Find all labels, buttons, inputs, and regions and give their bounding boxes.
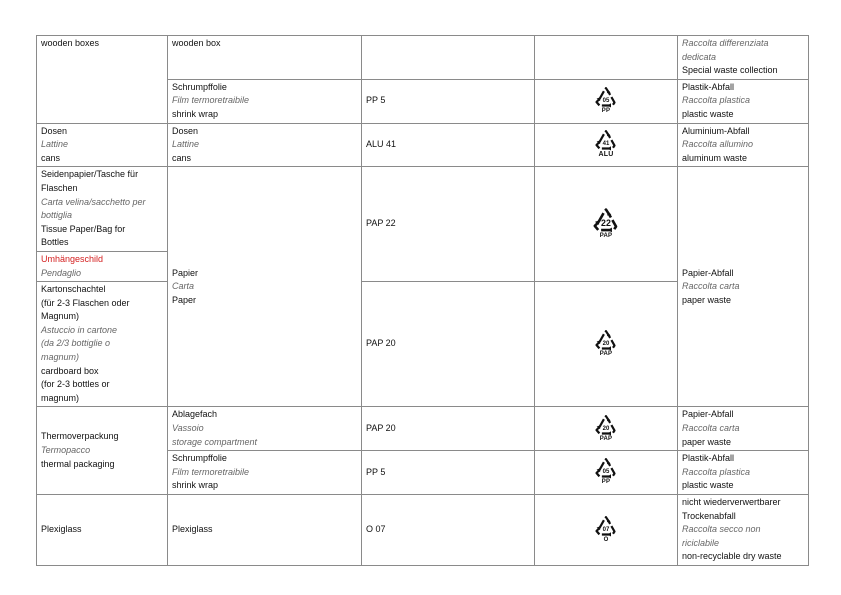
- text-line: Plastik-Abfall: [682, 453, 735, 464]
- recycle-triangle-icon: [593, 86, 619, 115]
- cell-symbol: [535, 79, 678, 123]
- text-line: Aluminium-Abfall: [682, 125, 750, 136]
- text-line: dedicata: [682, 51, 717, 62]
- cell-item-wooden-boxes: [37, 36, 168, 124]
- text-line: magnum): [41, 352, 80, 363]
- text-line: Carta velina/sacchetto per: [41, 196, 146, 207]
- text-line: Flaschen: [41, 182, 78, 193]
- cell-item-cans: [37, 123, 168, 167]
- symbol-number: 07: [602, 526, 610, 533]
- text-line: Tissue Paper/Bag for: [41, 223, 126, 234]
- cell-symbol: [535, 282, 678, 407]
- symbol-label: ALU: [598, 151, 614, 159]
- text-line: Carta: [172, 281, 195, 292]
- recycle-triangle-icon: [593, 414, 619, 443]
- cell-code: [362, 167, 535, 282]
- text-line: shrink wrap: [172, 480, 219, 491]
- symbol-number: 20: [602, 425, 610, 432]
- symbol-label: PP: [601, 479, 611, 486]
- text-line: Paper: [172, 294, 197, 305]
- text-line: Ablagefach: [172, 409, 218, 420]
- cell-disposal-paper: [678, 167, 809, 407]
- symbol-label: PAP: [599, 435, 613, 442]
- symbol-label: PAP: [599, 232, 613, 239]
- cell-symbol: [535, 495, 678, 566]
- text-line: Bottles: [41, 237, 69, 248]
- code-text: O 07: [366, 524, 386, 535]
- symbol-number: 22: [601, 217, 611, 228]
- text-line: Raccolta differenziata: [682, 38, 769, 48]
- symbol-label: O: [603, 536, 609, 543]
- text-line: aluminum waste: [682, 152, 748, 163]
- table-row: [37, 495, 809, 566]
- text-line: Schrumpffolie: [172, 81, 227, 92]
- text-line: Lattine: [41, 139, 69, 150]
- cell-material-shrink-wrap: [168, 79, 362, 123]
- cell-disposal: [678, 407, 809, 451]
- cell-symbol: [535, 167, 678, 282]
- recycle-triangle-icon: [593, 515, 619, 544]
- table-row: [37, 123, 809, 167]
- symbol-number: 20: [602, 340, 610, 347]
- text-line: Schrumpffolie: [172, 453, 227, 464]
- table-row: [37, 407, 809, 451]
- text-line: plastic waste: [682, 108, 734, 119]
- text-line: plastic waste: [682, 480, 734, 491]
- text-line: Umhängeschild: [41, 253, 104, 264]
- recycle-triangle-icon: [593, 329, 619, 358]
- recycling-table: [36, 35, 809, 566]
- text-line: storage compartment: [172, 436, 258, 447]
- text-line: paper waste: [682, 294, 732, 305]
- recycle-triangle-icon: [590, 207, 622, 240]
- cell-disposal-special: [678, 36, 809, 80]
- text-line: cardboard box: [41, 365, 99, 376]
- cell-symbol: [535, 451, 678, 495]
- table-row: [37, 36, 809, 80]
- cell-disposal-dry: [678, 495, 809, 566]
- cell-material-compartment: [168, 407, 362, 451]
- recycle-arrows-graphic: [593, 86, 619, 108]
- text-line: Magnum): [41, 311, 80, 322]
- recycle-arrows-graphic: [593, 414, 619, 436]
- text-line: bottiglia: [41, 210, 73, 221]
- cell-symbol: [535, 123, 678, 167]
- code-text: PAP 22: [366, 218, 396, 229]
- cell-code: [362, 407, 535, 451]
- text-line: Kartonschachtel: [41, 284, 106, 295]
- code-text: ALU 41: [366, 139, 397, 150]
- code-text: PP 5: [366, 95, 386, 106]
- text-line: Trockenabfall: [682, 510, 736, 521]
- text-line: paper waste: [682, 436, 732, 447]
- cell-code: [362, 451, 535, 495]
- text-line: Papier-Abfall: [682, 267, 734, 278]
- cell-disposal: [678, 451, 809, 495]
- cell-item-plexiglass: [37, 495, 168, 566]
- code-text: PAP 20: [366, 338, 396, 349]
- text-line: Lattine: [172, 139, 200, 150]
- cell-disposal: [678, 79, 809, 123]
- recycle-arrows-graphic: [593, 129, 619, 151]
- cell-material-shrink-wrap: [168, 451, 362, 495]
- code-text: PP 5: [366, 466, 386, 477]
- cell-code: [362, 282, 535, 407]
- text-line: Film termoretraibile: [172, 466, 250, 477]
- text-line: Plexiglass: [41, 524, 82, 535]
- text-line: Special waste collection: [682, 65, 778, 76]
- text-line: Dosen: [172, 125, 199, 136]
- cell-symbol-empty: [535, 36, 678, 80]
- table-row: [37, 167, 809, 252]
- text-line: Raccolta plastica: [682, 466, 751, 477]
- text-line: Plastik-Abfall: [682, 81, 735, 92]
- text-line: Raccolta carta: [682, 281, 740, 292]
- cell-item-hang-tag: [37, 251, 168, 281]
- text-line: Seidenpapier/Tasche für: [41, 169, 139, 180]
- text-line: magnum): [41, 392, 80, 403]
- text-line: cans: [172, 152, 192, 163]
- cell-code: [362, 79, 535, 123]
- cell-material-plexiglass: [168, 495, 362, 566]
- text-line: shrink wrap: [172, 108, 219, 119]
- cell-item-cardboard-box: [37, 282, 168, 407]
- text-line: wooden box: [172, 38, 221, 48]
- text-line: Papier-Abfall: [682, 409, 734, 420]
- cell-material-paper: [168, 167, 362, 407]
- text-line: Pendaglio: [41, 267, 82, 278]
- symbol-label: PP: [601, 107, 611, 114]
- text-line: Film termoretraibile: [172, 95, 250, 106]
- cell-item-thermal: [37, 407, 168, 495]
- cell-symbol: [535, 407, 678, 451]
- recycle-triangle-icon: [593, 457, 619, 486]
- cell-code-empty: [362, 36, 535, 80]
- text-line: riciclabile: [682, 537, 720, 548]
- text-line: thermal packaging: [41, 458, 115, 469]
- cell-disposal: [678, 123, 809, 167]
- cell-material-wooden-box: [168, 36, 362, 80]
- symbol-number: 41: [602, 141, 610, 148]
- cell-code: [362, 123, 535, 167]
- symbol-number: 05: [602, 469, 610, 476]
- text-line: wooden boxes: [41, 38, 100, 48]
- cell-material-cans: [168, 123, 362, 167]
- text-line: Plexiglass: [172, 524, 213, 535]
- recycle-arrows-graphic: [590, 207, 622, 233]
- cell-item-tissue-paper: [37, 167, 168, 252]
- text-line: non-recyclable dry waste: [682, 551, 782, 562]
- text-line: Thermoverpackung: [41, 431, 119, 442]
- text-line: (for 2-3 bottles or: [41, 379, 110, 390]
- symbol-label: PAP: [599, 350, 613, 357]
- text-line: nicht wiederverwertbarer: [682, 497, 781, 507]
- recycle-triangle-icon: [593, 129, 619, 158]
- recycle-arrows-graphic: [593, 329, 619, 351]
- text-line: Astuccio in cartone: [41, 324, 118, 335]
- text-line: Raccolta carta: [682, 423, 740, 434]
- text-line: Raccolta allumino: [682, 139, 754, 150]
- cell-code: [362, 495, 535, 566]
- text-line: cans: [41, 152, 61, 163]
- text-line: Raccolta plastica: [682, 95, 751, 106]
- text-line: Raccolta secco non: [682, 524, 761, 535]
- text-line: Vassoio: [172, 423, 204, 434]
- text-line: Termopacco: [41, 444, 91, 455]
- code-text: PAP 20: [366, 423, 396, 434]
- text-line: Papier: [172, 267, 199, 278]
- text-line: (für 2-3 Flaschen oder: [41, 297, 130, 308]
- text-line: Dosen: [41, 125, 68, 136]
- text-line: (da 2/3 bottiglie o: [41, 338, 111, 349]
- symbol-number: 05: [602, 97, 610, 104]
- recycle-arrows-graphic: [593, 457, 619, 479]
- recycle-arrows-graphic: [593, 515, 619, 537]
